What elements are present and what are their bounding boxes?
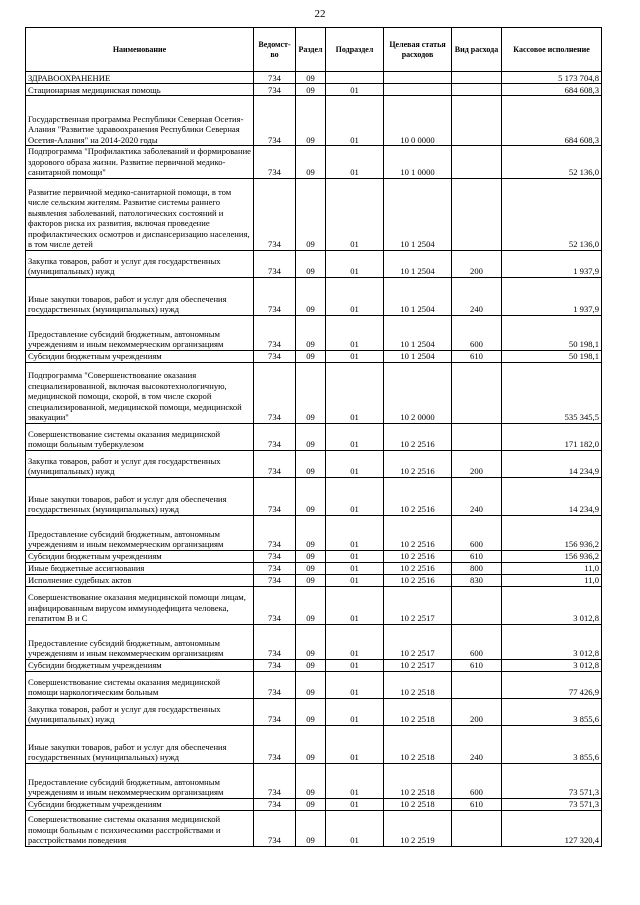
- cell-razdel: 09: [296, 362, 326, 423]
- cell-vr: 610: [452, 659, 502, 671]
- cell-razdel: 09: [296, 178, 326, 250]
- cell-ved: 734: [254, 798, 296, 810]
- cell-amount: 1 937,9: [502, 277, 602, 315]
- cell-vr: 830: [452, 574, 502, 586]
- cell-razdel: 09: [296, 698, 326, 725]
- cell-vr: 200: [452, 450, 502, 477]
- cell-amount: 171 182,0: [502, 423, 602, 450]
- cell-vr: [452, 96, 502, 146]
- table-row: [26, 450, 602, 477]
- cell-podrazdel: 01: [326, 350, 384, 362]
- cell-razdel: 09: [296, 725, 326, 763]
- cell-csr: 10 2 2518: [384, 698, 452, 725]
- cell-name: Стационарная медицинская помощь: [26, 84, 254, 96]
- cell-name: Подпрограмма "Совершенствование оказания специализированной, включая высокотехнологичную, медицинской помощи, скорой, в том числе скорой специализированной, медицинской помощи, медицинской эвакуации": [26, 362, 254, 423]
- cell-vr: [452, 72, 502, 84]
- cell-ved: 734: [254, 671, 296, 698]
- cell-amount: 11,0: [502, 574, 602, 586]
- cell-vr: [452, 423, 502, 450]
- header-name: Наименование: [26, 28, 254, 72]
- cell-podrazdel: 01: [326, 84, 384, 96]
- cell-amount: 52 136,0: [502, 146, 602, 179]
- cell-vr: [452, 146, 502, 179]
- cell-csr: 10 2 2516: [384, 515, 452, 550]
- cell-amount: 156 936,2: [502, 515, 602, 550]
- table-row: [26, 362, 602, 423]
- cell-razdel: 09: [296, 146, 326, 179]
- cell-ved: 734: [254, 250, 296, 277]
- cell-csr: 10 1 0000: [384, 146, 452, 179]
- cell-amount: 3 012,8: [502, 586, 602, 624]
- cell-vr: 600: [452, 763, 502, 798]
- cell-name: Субсидии бюджетным учреждениям: [26, 798, 254, 810]
- cell-ved: 734: [254, 477, 296, 515]
- cell-podrazdel: 01: [326, 725, 384, 763]
- cell-ved: 734: [254, 178, 296, 250]
- cell-vr: [452, 810, 502, 846]
- cell-podrazdel: 01: [326, 362, 384, 423]
- cell-csr: 10 1 2504: [384, 315, 452, 350]
- cell-amount: 52 136,0: [502, 178, 602, 250]
- cell-podrazdel: 01: [326, 763, 384, 798]
- cell-razdel: 09: [296, 798, 326, 810]
- cell-amount: 3 855,6: [502, 725, 602, 763]
- cell-ved: 734: [254, 277, 296, 315]
- table-row: [26, 72, 602, 84]
- cell-ved: 734: [254, 450, 296, 477]
- cell-name: ЗДРАВООХРАНЕНИЕ: [26, 72, 254, 84]
- cell-ved: 734: [254, 763, 296, 798]
- cell-name: Иные закупки товаров, работ и услуг для обеспечения государственных (муниципальных) нужд: [26, 277, 254, 315]
- cell-csr: 10 2 0000: [384, 362, 452, 423]
- table-row: [26, 624, 602, 659]
- cell-csr: 10 2 2518: [384, 725, 452, 763]
- cell-vr: 610: [452, 550, 502, 562]
- table-row: [26, 96, 602, 146]
- page-number: 22: [314, 8, 326, 20]
- cell-podrazdel: 01: [326, 586, 384, 624]
- cell-amount: 73 571,3: [502, 763, 602, 798]
- cell-csr: 10 2 2516: [384, 477, 452, 515]
- cell-csr: 10 2 2516: [384, 423, 452, 450]
- cell-name: Развитие первичной медико-санитарной помощи, в том числе сельским жителям. Развитие системы раннего выявления заболеваний, патологических состояний и факторов риска их развития, включая проведение профилактических осмотров и диспансеризацию населения, в том числе детей: [26, 178, 254, 250]
- cell-ved: 734: [254, 72, 296, 84]
- cell-ved: 734: [254, 810, 296, 846]
- cell-name: Совершенствование системы оказания медицинской помощи наркологическим больным: [26, 671, 254, 698]
- cell-csr: 10 2 2516: [384, 574, 452, 586]
- table-row: [26, 810, 602, 846]
- table-row: [26, 178, 602, 250]
- table-row: [26, 671, 602, 698]
- table-header-row: [26, 28, 602, 72]
- cell-ved: 734: [254, 515, 296, 550]
- cell-podrazdel: 01: [326, 146, 384, 179]
- cell-podrazdel: 01: [326, 315, 384, 350]
- cell-csr: 10 2 2519: [384, 810, 452, 846]
- cell-amount: 156 936,2: [502, 550, 602, 562]
- cell-razdel: 09: [296, 810, 326, 846]
- cell-vr: 240: [452, 477, 502, 515]
- cell-podrazdel: 01: [326, 698, 384, 725]
- cell-ved: 734: [254, 362, 296, 423]
- cell-amount: 50 198,1: [502, 350, 602, 362]
- cell-ved: 734: [254, 574, 296, 586]
- cell-razdel: 09: [296, 450, 326, 477]
- cell-name: Иные закупки товаров, работ и услуг для обеспечения государственных (муниципальных) нужд: [26, 477, 254, 515]
- cell-csr: [384, 72, 452, 84]
- cell-vr: [452, 671, 502, 698]
- cell-razdel: 09: [296, 250, 326, 277]
- cell-amount: 684 608,3: [502, 84, 602, 96]
- cell-csr: 10 2 2516: [384, 550, 452, 562]
- cell-amount: 3 855,6: [502, 698, 602, 725]
- table-row: [26, 515, 602, 550]
- cell-vr: 610: [452, 350, 502, 362]
- cell-ved: 734: [254, 315, 296, 350]
- table-row: [26, 146, 602, 179]
- cell-csr: 10 2 2516: [384, 450, 452, 477]
- cell-razdel: 09: [296, 550, 326, 562]
- cell-amount: 1 937,9: [502, 250, 602, 277]
- cell-amount: 77 426,9: [502, 671, 602, 698]
- table-row: [26, 350, 602, 362]
- cell-ved: 734: [254, 84, 296, 96]
- cell-amount: 50 198,1: [502, 315, 602, 350]
- cell-amount: 14 234,9: [502, 477, 602, 515]
- cell-podrazdel: [326, 72, 384, 84]
- cell-podrazdel: 01: [326, 562, 384, 574]
- table-row: [26, 763, 602, 798]
- cell-csr: 10 2 2518: [384, 671, 452, 698]
- header-ved: Ведомст-во: [254, 28, 296, 72]
- cell-razdel: 09: [296, 423, 326, 450]
- cell-name: Исполнение судебных актов: [26, 574, 254, 586]
- table-row: [26, 698, 602, 725]
- cell-podrazdel: 01: [326, 515, 384, 550]
- table-row: [26, 277, 602, 315]
- header-razdel: Раздел: [296, 28, 326, 72]
- cell-vr: 800: [452, 562, 502, 574]
- table-row: [26, 798, 602, 810]
- cell-razdel: 09: [296, 574, 326, 586]
- table-row: [26, 574, 602, 586]
- table-row: [26, 725, 602, 763]
- table-row: [26, 84, 602, 96]
- cell-podrazdel: 01: [326, 250, 384, 277]
- header-csr: Целевая статья расходов: [384, 28, 452, 72]
- cell-amount: 3 012,8: [502, 624, 602, 659]
- cell-csr: [384, 84, 452, 96]
- cell-vr: 610: [452, 798, 502, 810]
- cell-vr: 200: [452, 250, 502, 277]
- table-body: [26, 72, 602, 847]
- cell-ved: 734: [254, 586, 296, 624]
- cell-vr: [452, 362, 502, 423]
- cell-razdel: 09: [296, 515, 326, 550]
- cell-razdel: 09: [296, 350, 326, 362]
- cell-name: Государственная программа Республики Северная Осетия-Алания "Развитие здравоохранения Республики Северная Осетия-Алания" на 2014-2020 годы: [26, 96, 254, 146]
- cell-razdel: 09: [296, 659, 326, 671]
- cell-podrazdel: 01: [326, 671, 384, 698]
- cell-ved: 734: [254, 624, 296, 659]
- cell-vr: [452, 84, 502, 96]
- cell-vr: 240: [452, 277, 502, 315]
- cell-name: Предоставление субсидий бюджетным, автономным учреждениям и иным некоммерческим организациям: [26, 763, 254, 798]
- cell-name: Подпрограмма "Профилактика заболеваний и формирование здорового образа жизни. Развитие первичной медико-санитарной помощи": [26, 146, 254, 179]
- cell-ved: 734: [254, 659, 296, 671]
- cell-razdel: 09: [296, 624, 326, 659]
- cell-ved: 734: [254, 698, 296, 725]
- cell-ved: 734: [254, 550, 296, 562]
- cell-podrazdel: 01: [326, 178, 384, 250]
- cell-csr: 10 2 2518: [384, 763, 452, 798]
- cell-csr: 10 1 2504: [384, 250, 452, 277]
- cell-ved: 734: [254, 562, 296, 574]
- cell-csr: 10 2 2517: [384, 624, 452, 659]
- table-row: [26, 423, 602, 450]
- cell-razdel: 09: [296, 315, 326, 350]
- cell-amount: 127 320,4: [502, 810, 602, 846]
- cell-csr: 10 2 2518: [384, 798, 452, 810]
- table-row: [26, 562, 602, 574]
- cell-vr: 600: [452, 515, 502, 550]
- cell-vr: [452, 178, 502, 250]
- cell-podrazdel: 01: [326, 798, 384, 810]
- cell-podrazdel: 01: [326, 450, 384, 477]
- cell-podrazdel: 01: [326, 550, 384, 562]
- cell-name: Иные бюджетные ассигнования: [26, 562, 254, 574]
- cell-podrazdel: 01: [326, 423, 384, 450]
- cell-razdel: 09: [296, 477, 326, 515]
- cell-vr: 600: [452, 315, 502, 350]
- cell-csr: 10 1 2504: [384, 277, 452, 315]
- table-row: [26, 659, 602, 671]
- budget-table: [25, 27, 602, 847]
- cell-name: Закупка товаров, работ и услуг для государственных (муниципальных) нужд: [26, 698, 254, 725]
- cell-name: Предоставление субсидий бюджетным, автономным учреждениям и иным некоммерческим организациям: [26, 624, 254, 659]
- cell-podrazdel: 01: [326, 96, 384, 146]
- cell-name: Субсидии бюджетным учреждениям: [26, 659, 254, 671]
- cell-csr: 10 1 2504: [384, 178, 452, 250]
- cell-razdel: 09: [296, 84, 326, 96]
- header-podrazdel: Подраздел: [326, 28, 384, 72]
- cell-csr: 10 2 2516: [384, 562, 452, 574]
- cell-ved: 734: [254, 146, 296, 179]
- cell-csr: 10 0 0000: [384, 96, 452, 146]
- cell-razdel: 09: [296, 277, 326, 315]
- cell-amount: 535 345,5: [502, 362, 602, 423]
- cell-podrazdel: 01: [326, 810, 384, 846]
- cell-csr: 10 2 2517: [384, 586, 452, 624]
- cell-name: Закупка товаров, работ и услуг для государственных (муниципальных) нужд: [26, 250, 254, 277]
- cell-podrazdel: 01: [326, 477, 384, 515]
- cell-vr: 600: [452, 624, 502, 659]
- cell-razdel: 09: [296, 586, 326, 624]
- cell-razdel: 09: [296, 72, 326, 84]
- cell-amount: 3 012,8: [502, 659, 602, 671]
- cell-vr: [452, 586, 502, 624]
- cell-razdel: 09: [296, 96, 326, 146]
- header-vr: Вид расхода: [452, 28, 502, 72]
- cell-ved: 734: [254, 350, 296, 362]
- cell-name: Иные закупки товаров, работ и услуг для обеспечения государственных (муниципальных) нужд: [26, 725, 254, 763]
- cell-vr: 200: [452, 698, 502, 725]
- cell-name: Предоставление субсидий бюджетным, автономным учреждениям и иным некоммерческим организациям: [26, 315, 254, 350]
- cell-csr: 10 1 2504: [384, 350, 452, 362]
- cell-name: Закупка товаров, работ и услуг для государственных (муниципальных) нужд: [26, 450, 254, 477]
- cell-razdel: 09: [296, 562, 326, 574]
- table-row: [26, 550, 602, 562]
- cell-podrazdel: 01: [326, 277, 384, 315]
- cell-ved: 734: [254, 725, 296, 763]
- table-row: [26, 250, 602, 277]
- cell-amount: 11,0: [502, 562, 602, 574]
- cell-ved: 734: [254, 96, 296, 146]
- cell-podrazdel: 01: [326, 624, 384, 659]
- cell-ved: 734: [254, 423, 296, 450]
- cell-name: Субсидии бюджетным учреждениям: [26, 350, 254, 362]
- cell-vr: 240: [452, 725, 502, 763]
- cell-podrazdel: 01: [326, 659, 384, 671]
- cell-name: Совершенствование системы оказания медицинской помощи больным с психическими расстройствами и расстройствами поведения: [26, 810, 254, 846]
- cell-amount: 73 571,3: [502, 798, 602, 810]
- table-row: [26, 477, 602, 515]
- header-amount: Кассовое исполнение: [502, 28, 602, 72]
- cell-amount: 5 173 704,8: [502, 72, 602, 84]
- cell-razdel: 09: [296, 671, 326, 698]
- cell-name: Предоставление субсидий бюджетным, автономным учреждениям и иным некоммерческим организациям: [26, 515, 254, 550]
- cell-csr: 10 2 2517: [384, 659, 452, 671]
- cell-podrazdel: 01: [326, 574, 384, 586]
- cell-amount: 684 608,3: [502, 96, 602, 146]
- table-row: [26, 315, 602, 350]
- cell-name: Совершенствование системы оказания медицинской помощи больным туберкулезом: [26, 423, 254, 450]
- cell-razdel: 09: [296, 763, 326, 798]
- cell-name: Совершенствование оказания медицинской помощи лицам, инфицированным вирусом иммунодефицита человека, гепатитом В и С: [26, 586, 254, 624]
- cell-amount: 14 234,9: [502, 450, 602, 477]
- cell-name: Субсидии бюджетным учреждениям: [26, 550, 254, 562]
- table-row: [26, 586, 602, 624]
